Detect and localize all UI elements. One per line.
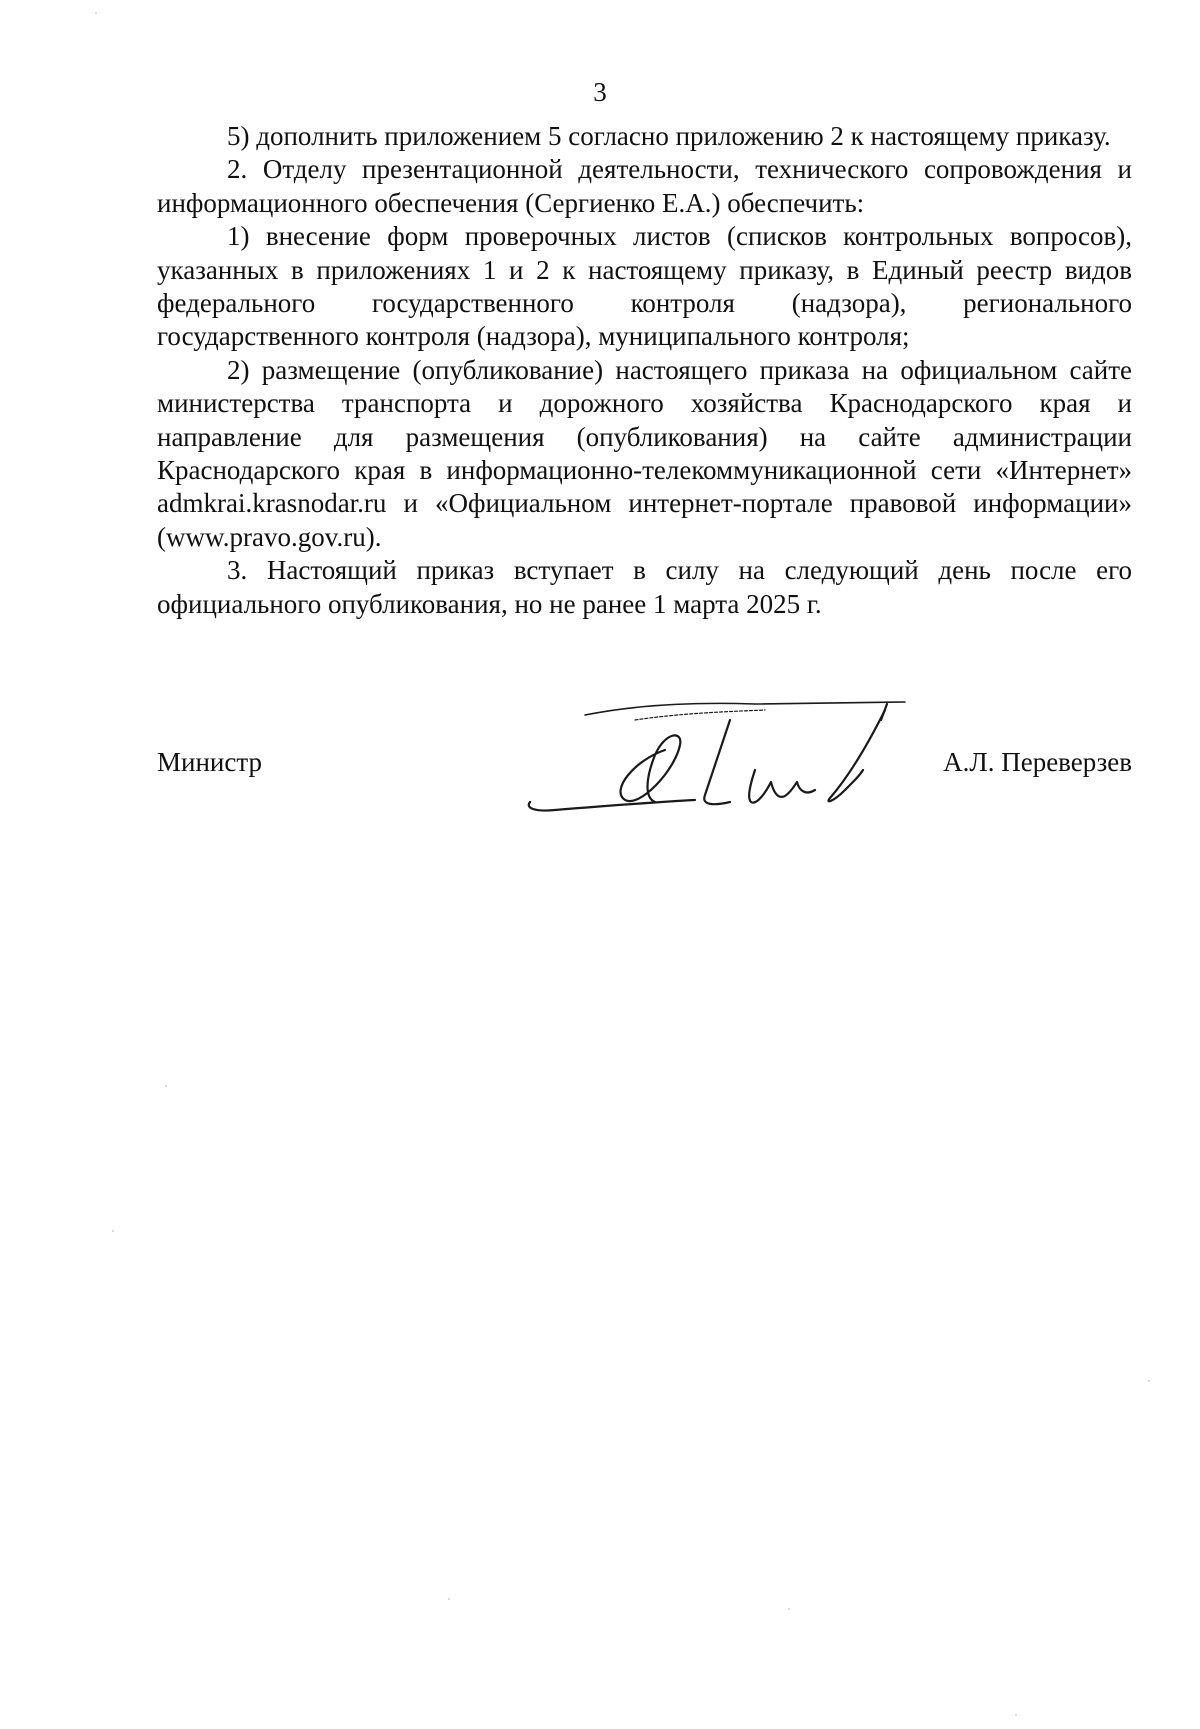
scan-artifact [1015,1714,1017,1716]
document-body [157,120,1132,621]
signer-title: Министр [157,747,262,777]
paragraph-clause-2: 2. Отделу презентационной деятельности, технического сопровождения и информационного обеспечения (Сергиенко Е.А.) обеспечить: [157,154,1132,218]
page-number: 3 [593,77,607,107]
paragraph-subitem-1: 1) внесение форм проверочных листов (списков контрольных вопросов), указанных в приложениях 1 и 2 к настоящему приказу, в Единый реестр видов федерального государственного контроля (надзора), регионального государственного контроля (надзора), муниципального контроля; [157,221,1132,352]
scan-artifact [95,12,97,14]
scan-artifact [448,1598,450,1600]
scan-artifact [112,1230,114,1232]
signer-name: А.Л. Переверзев [943,747,1132,777]
paragraph-item-5: 5) дополнить приложением 5 согласно приложению 2 к настоящему приказу. [227,121,1111,151]
paragraph-subitem-2: 2) размещение (опубликование) настоящего приказа на официальном сайте министерства транспорта и дорожного хозяйства Краснодарского края и направление для размещения (опубликования) на сайте администрации Краснодарского края в информационно-телекоммуникационной сети «Интернет» admkrai.krasnodar.ru и «Официальном интернет-портале правовой информации» (www.pravo.gov.ru). [157,354,1132,552]
signature-block [157,745,1132,785]
scan-artifact [1148,1380,1150,1382]
scan-artifact [788,1608,790,1610]
paragraph-clause-3: 3. Настоящий приказ вступает в силу на следующий день после его официального опубликования, но не ранее 1 марта 2025 г. [157,555,1132,619]
scan-artifact [165,1085,167,1087]
